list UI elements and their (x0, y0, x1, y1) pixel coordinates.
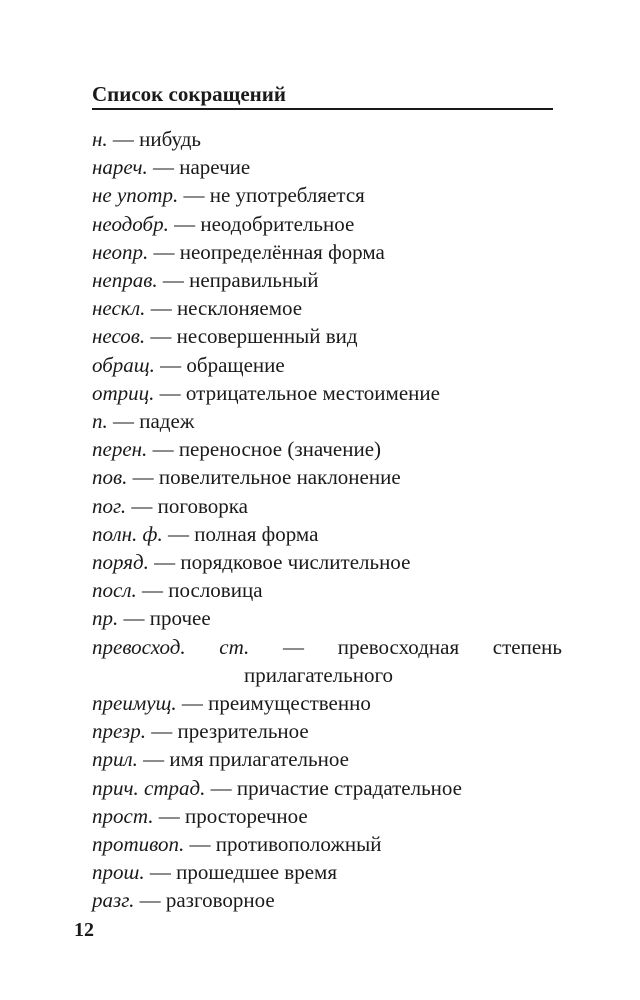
entry-meaning: повелительное наклонение (158, 465, 401, 490)
abbreviation-entry (92, 886, 562, 914)
entry-dash: — (148, 239, 180, 264)
entry-abbreviation: презр. (92, 719, 146, 744)
entry-abbreviation: превосход. ст. (92, 634, 250, 659)
abbreviation-entry (92, 153, 562, 181)
entry-abbreviation: нареч. (92, 155, 148, 180)
entry-abbreviation: прост. (92, 803, 154, 828)
entry-meaning: причастие страдательное (236, 775, 462, 800)
entry-dash: — (107, 409, 140, 434)
entry-abbreviation: пр. (92, 606, 119, 631)
abbreviation-entry (92, 520, 562, 548)
abbreviation-entry (92, 379, 562, 407)
entry-abbreviation: противоп. (92, 832, 185, 857)
entry-dash: — (145, 296, 177, 321)
entry-dash: — (205, 775, 237, 800)
entry-meaning: превосходная степень прилагательного (244, 634, 562, 687)
entry-meaning: преимущественно (208, 691, 371, 716)
entry-dash: — (168, 211, 201, 236)
entry-abbreviation: п. (92, 409, 108, 434)
page-title: Список сокращений (92, 82, 286, 106)
entry-dash: — (107, 127, 140, 151)
entry-abbreviation: отриц. (92, 380, 155, 405)
entry-dash: — (136, 578, 169, 603)
abbreviation-entry (92, 548, 562, 576)
entry-dash: — (153, 803, 185, 828)
entry-meaning: нибудь (139, 127, 201, 151)
entry-meaning: неправильный (189, 268, 319, 293)
abbreviation-entry (92, 435, 562, 463)
entry-abbreviation: прош. (92, 860, 145, 885)
entry-meaning: противоположный (215, 832, 382, 857)
entry-abbreviation: несов. (92, 324, 146, 349)
entry-abbreviation: нескл. (92, 296, 146, 321)
entry-dash: — (148, 550, 181, 575)
entry-meaning: не употребляется (209, 183, 365, 208)
entry-dash: — (157, 268, 190, 293)
entry-meaning: падеж (139, 409, 195, 434)
abbreviation-entry (92, 210, 562, 238)
entry-meaning: разговорное (165, 888, 275, 913)
entry-dash: — (176, 691, 209, 716)
entry-abbreviation: неодобр. (92, 211, 169, 236)
entry-dash: — (144, 860, 177, 885)
entry-meaning: просторечное (185, 803, 308, 828)
abbreviation-entry (92, 266, 562, 294)
abbreviation-entry (92, 576, 562, 604)
entry-meaning: поговорка (157, 493, 248, 518)
entry-abbreviation: не употр. (92, 183, 179, 208)
entry-abbreviation: обращ. (92, 352, 155, 377)
entry-meaning: неопределённая форма (179, 239, 385, 264)
entry-abbreviation: посл. (92, 578, 137, 603)
abbreviation-entry (92, 689, 562, 717)
entry-meaning: несклоняемое (176, 296, 303, 321)
entry-meaning: неодобрительное (200, 211, 355, 236)
abbreviation-entry (92, 181, 562, 209)
entry-meaning: порядковое числительное (180, 550, 411, 575)
entry-meaning: пословица (168, 578, 263, 603)
abbreviation-entry (92, 858, 562, 886)
entry-dash: — (146, 719, 178, 744)
entry-meaning: полная форма (194, 521, 319, 546)
abbreviation-entry (92, 322, 562, 350)
page-number: 12 (74, 919, 94, 941)
entry-abbreviation: полн. ф. (92, 521, 163, 546)
abbreviation-entry (92, 407, 562, 435)
entry-dash: — (134, 888, 166, 913)
entry-dash: — (162, 521, 195, 546)
entry-meaning: презрительное (177, 719, 309, 744)
entry-abbreviation: перен. (92, 437, 148, 462)
entry-abbreviation: прич. страд. (92, 775, 206, 800)
abbreviation-entry (92, 745, 562, 773)
abbreviation-entry (92, 351, 562, 379)
entry-meaning: прочее (149, 606, 211, 631)
entry-abbreviation: неправ. (92, 268, 158, 293)
abbreviation-entry (92, 717, 562, 745)
header-divider (92, 108, 553, 110)
abbreviation-entry (92, 125, 562, 153)
abbreviation-entry (92, 633, 562, 689)
abbreviation-list (92, 125, 562, 915)
entry-dash: — (184, 832, 216, 857)
entry-meaning: отрицательное местоимение (185, 380, 440, 405)
entry-abbreviation: н. (92, 127, 108, 151)
entry-dash: — (154, 380, 186, 405)
entry-dash: — (118, 606, 150, 631)
abbreviation-entry (92, 774, 562, 802)
entry-meaning: прошедшее время (176, 860, 337, 885)
entry-dash: — (147, 155, 180, 180)
entry-abbreviation: разг. (92, 888, 135, 913)
entry-meaning: имя прилагательное (169, 747, 349, 772)
entry-abbreviation: преимущ. (92, 691, 177, 716)
abbreviation-entry (92, 830, 562, 858)
entry-dash: — (147, 437, 179, 462)
entry-dash: — (126, 493, 158, 518)
entry-abbreviation: пог. (92, 493, 127, 518)
entry-meaning: несовершенный вид (176, 324, 358, 349)
entry-abbreviation: пов. (92, 465, 128, 490)
running-header (92, 80, 553, 110)
entry-meaning: переносное (значение) (178, 437, 382, 462)
entry-dash: — (154, 352, 187, 377)
abbreviation-entry (92, 492, 562, 520)
entry-dash: — (145, 324, 177, 349)
entry-abbreviation: неопр. (92, 239, 149, 264)
abbreviation-entry (92, 463, 562, 491)
entry-abbreviation: поряд. (92, 550, 149, 575)
entry-dash: — (178, 183, 210, 208)
entry-dash: — (127, 465, 159, 490)
abbreviation-entry (92, 802, 562, 830)
entry-meaning: обращение (186, 352, 285, 377)
abbreviation-entry (92, 604, 562, 632)
entry-dash: — (249, 634, 338, 659)
abbreviation-entry (92, 238, 562, 266)
entry-meaning: наречие (179, 155, 251, 180)
entry-abbreviation: прил. (92, 747, 138, 772)
entry-dash: — (137, 747, 170, 772)
abbreviation-entry (92, 294, 562, 322)
